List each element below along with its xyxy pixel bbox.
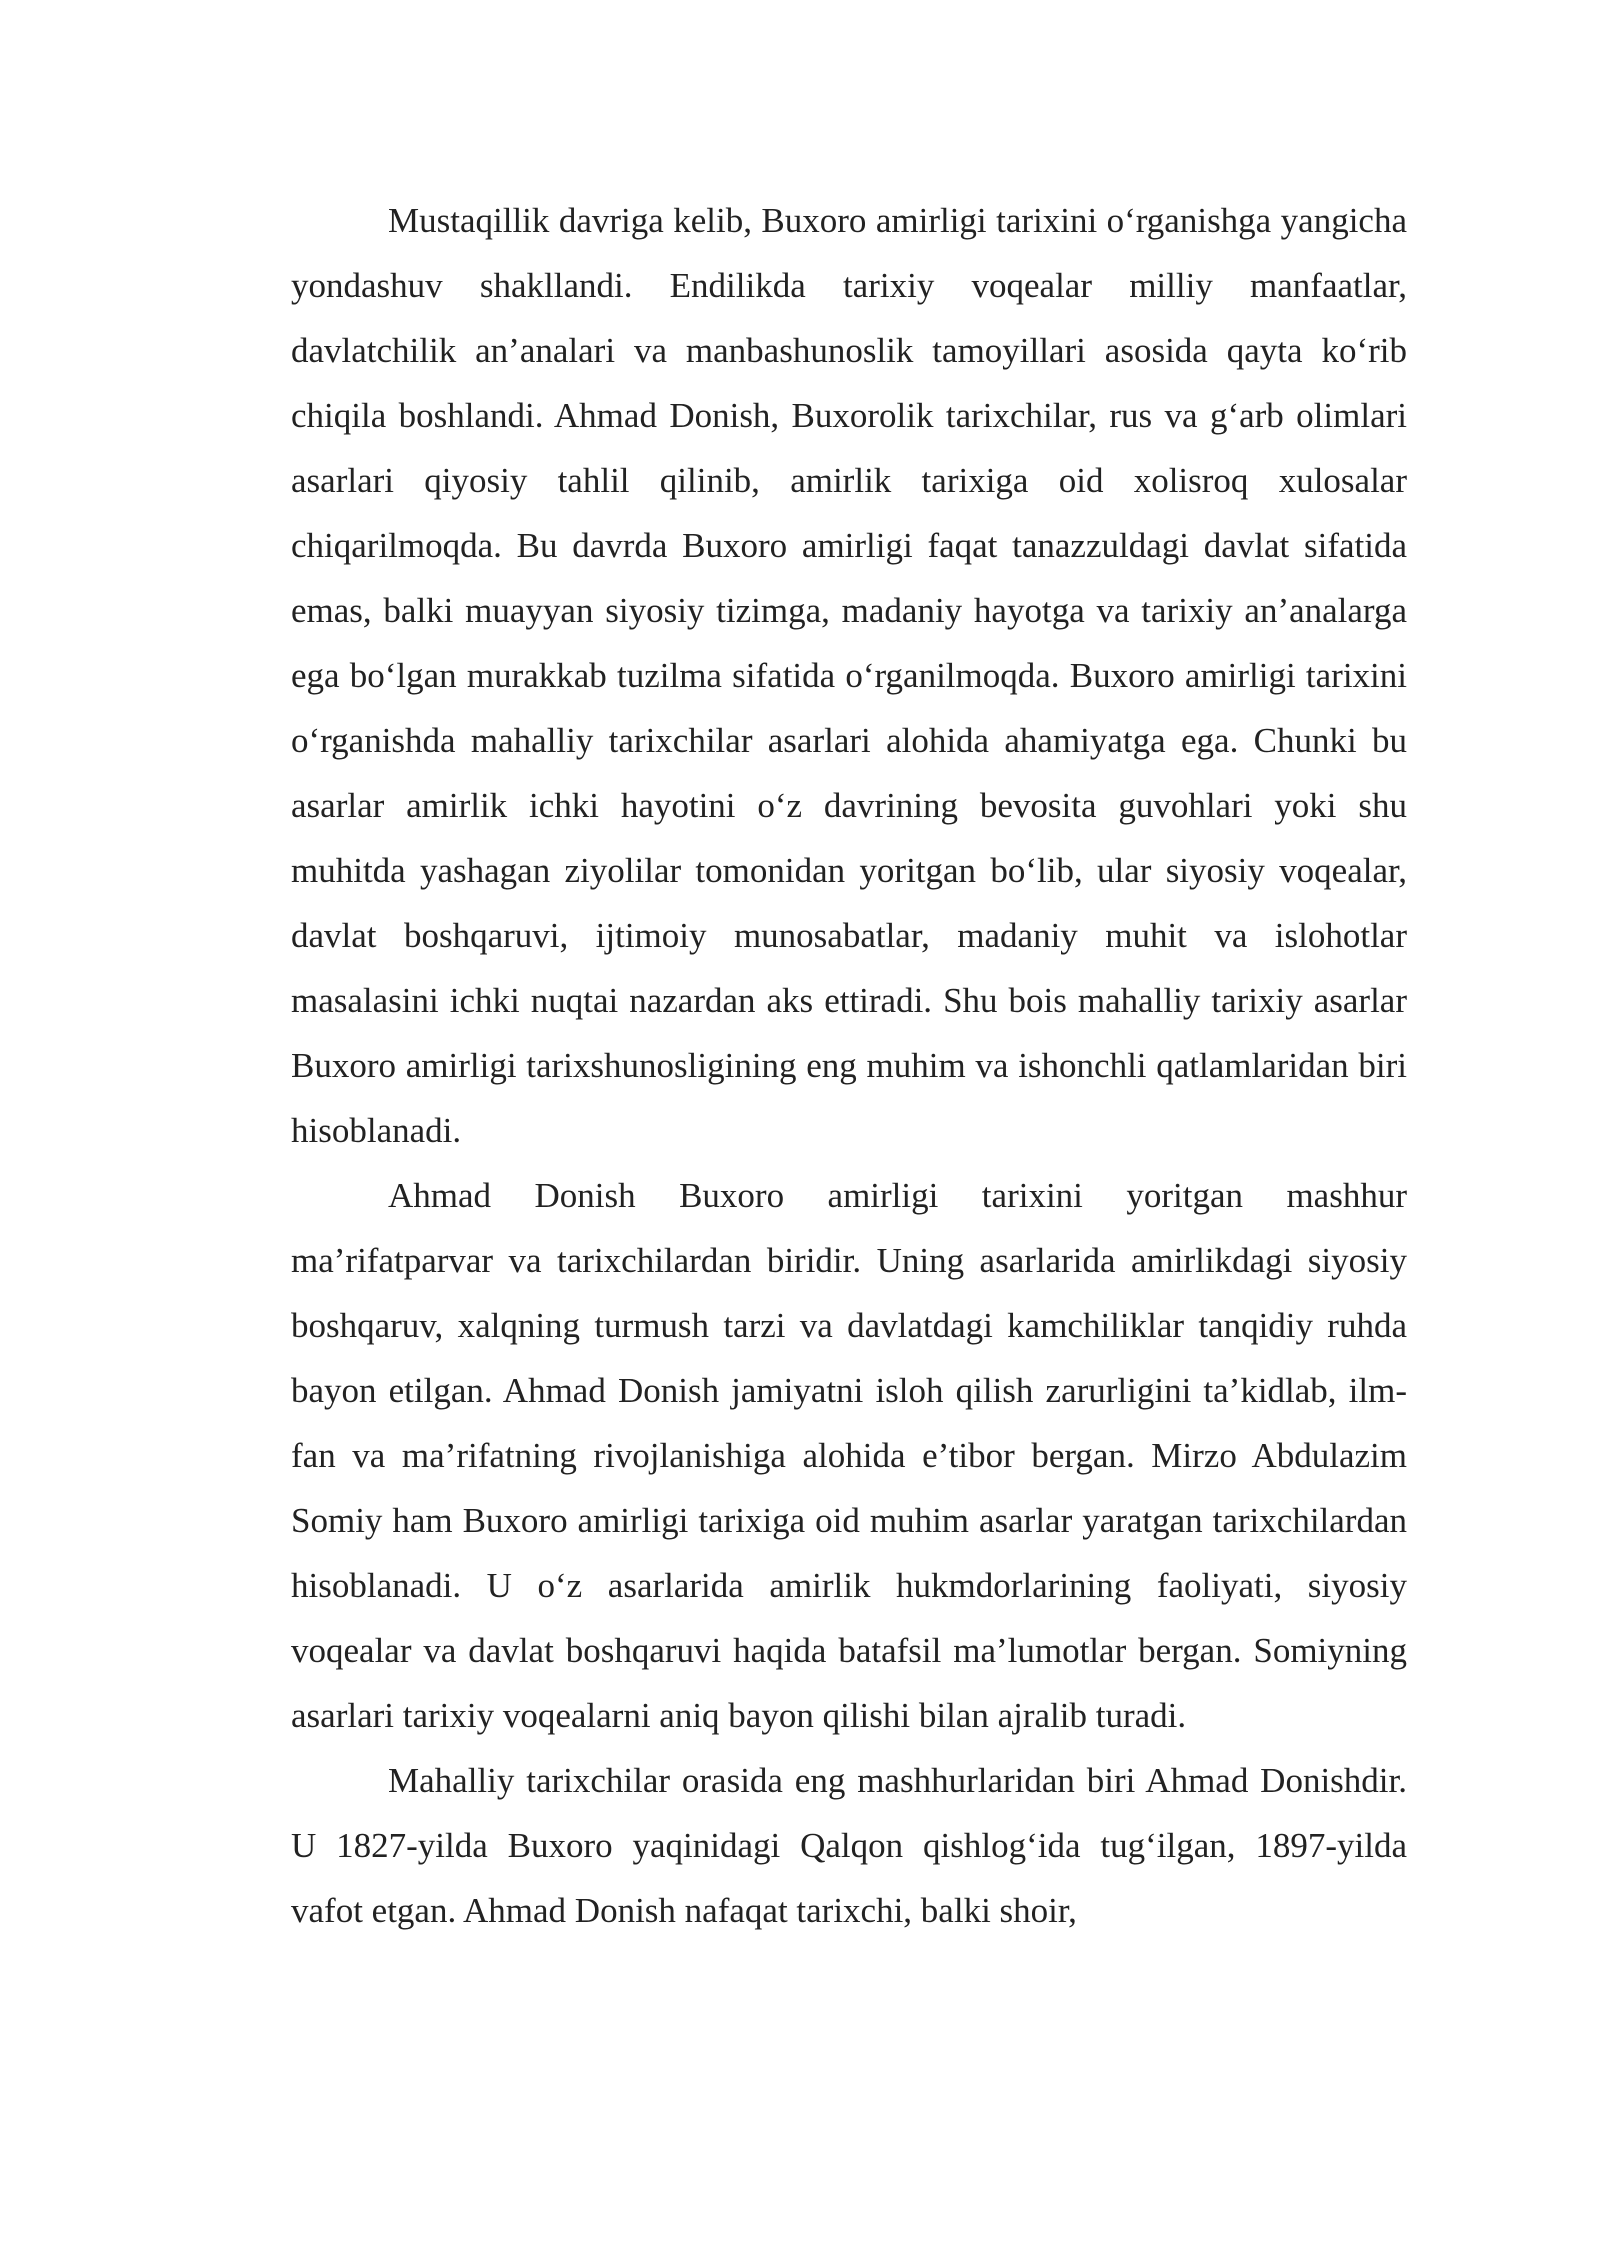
document-body: [291, 188, 1407, 1943]
paragraph-3: Mahalliy tarixchilar orasida eng mashhurlaridan biri Ahmad Donishdir. U 1827-yilda Buxoro yaqinidagi Qalqon qishlog‘ida tug‘ilgan, 1897-yilda vafot etgan. Ahmad Donish nafaqat tarixchi, balki shoir,: [291, 1761, 1407, 1930]
paragraph-2: Ahmad Donish Buxoro amirligi tarixini yoritgan mashhur ma’rifatparvar va tarixchilardan biridir. Uning asarlarida amirlikdagi siyosiy boshqaruv, xalqning turmush tarzi va davlatdagi kamchiliklar tanqidiy ruhda bayon etilgan. Ahmad Donish jamiyatni isloh qilish zarurligini ta’kidlab, ilm-fan va ma’rifatning rivojlanishiga alohida e’tibor bergan. Mirzo Abdulazim Somiy ham Buxoro amirligi tarixiga oid muhim asarlar yaratgan tarixchilardan hisoblanadi. U o‘z asarlarida amirlik hukmdorlarining faoliyati, siyosiy voqealar va davlat boshqaruvi haqida batafsil ma’lumotlar bergan. Somiyning asarlari tarixiy voqealarni aniq bayon qilishi bilan ajralib turadi.: [291, 1176, 1407, 1735]
paragraph-1: Mustaqillik davriga kelib, Buxoro amirligi tarixini o‘rganishga yangicha yondashuv shakllandi. Endilikda tarixiy voqealar milliy manfaatlar, davlatchilik an’analari va manbashunoslik tamoyillari asosida qayta ko‘rib chiqila boshlandi. Ahmad Donish, Buxorolik tarixchilar, rus va g‘arb olimlari asarlari qiyosiy tahlil qilinib, amirlik tarixiga oid xolisroq xulosalar chiqarilmoqda. Bu davrda Buxoro amirligi faqat tanazzuldagi davlat sifatida emas, balki muayyan siyosiy tizimga, madaniy hayotga va tarixiy an’analarga ega bo‘lgan murakkab tuzilma sifatida o‘rganilmoqda. Buxoro amirligi tarixini o‘rganishda mahalliy tarixchilar asarlari alohida ahamiyatga ega. Chunki bu asarlar amirlik ichki hayotini o‘z davrining bevosita guvohlari yoki shu muhitda yashagan ziyolilar tomonidan yoritgan bo‘lib, ular siyosiy voqealar, davlat boshqaruvi, ijtimoiy munosabatlar, madaniy muhit va islohotlar masalasini ichki nuqtai nazardan aks ettiradi. Shu bois mahalliy tarixiy asarlar Buxoro amirligi tarixshunosligining eng muhim va ishonchli qatlamlaridan biri hisoblanadi.: [291, 201, 1407, 1150]
